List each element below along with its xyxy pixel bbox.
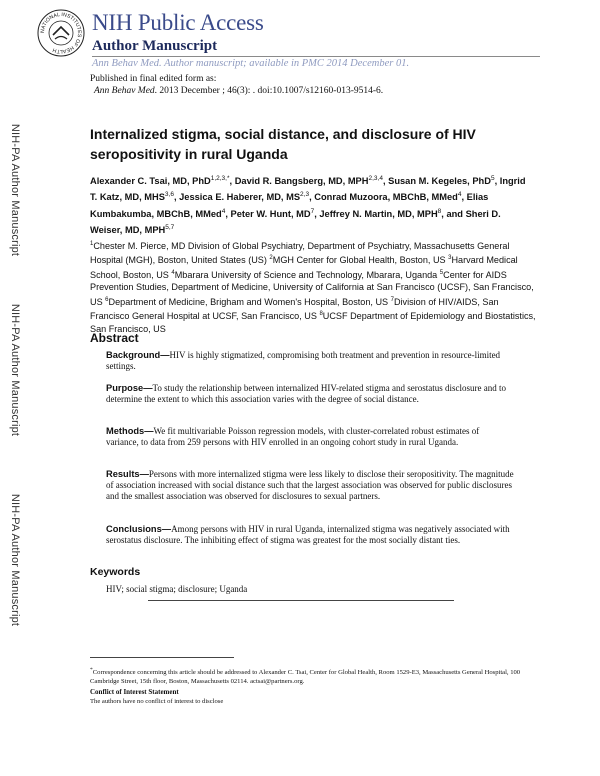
author-name: Ingrid T. Katz, MD, MHS: [90, 176, 526, 203]
keywords-text: HIV; social stigma; disclosure; Uganda: [106, 584, 248, 594]
author-name: David R. Bangsberg, MD, MPH: [234, 176, 369, 187]
author-separator: ,: [494, 176, 500, 187]
sidebar-label-top: NIH-PA Author Manuscript: [9, 123, 21, 257]
author-name: Conrad Muzoora, MBChB, MMed: [314, 192, 458, 203]
footnote-divider: [90, 657, 234, 658]
affiliation-number: 5: [439, 269, 444, 276]
keywords-heading: Keywords: [90, 566, 141, 578]
author-name: Sheri D. Weiser, MD, MPH: [90, 208, 501, 235]
published-line: Published in final edited form as:: [90, 74, 217, 84]
svg-text:NATIONAL INSTITUTES OF HEALTH: [40, 12, 82, 54]
abstract-conclusions: [106, 524, 514, 546]
author-separator: , and: [441, 208, 466, 219]
author-affiliation-mark: 2,3,4: [368, 175, 383, 182]
author-separator: ,: [225, 208, 231, 219]
conclusions-text: Among persons with HIV in rural Uganda, internalized stigma was negatively associated with serostatus disclosure. The inhibiting effect of stigma was greatest for the most socially distant ties.: [106, 524, 510, 546]
affiliation-text: Department of Medicine, Brigham and Women's Hospital, Boston, US: [108, 296, 391, 307]
background-label: Background—: [106, 350, 170, 360]
author-separator: ,: [229, 176, 235, 187]
author-name: Alexander C. Tsai, MD, PhD: [90, 176, 211, 187]
affiliation-text: Division of HIV/AIDS, San Francisco General Hospital at UCSF, San Francisco, US: [90, 296, 499, 322]
sidebar-label-middle: NIH-PA Author Manuscript: [9, 303, 21, 437]
results-label: Results—: [106, 469, 149, 479]
journal-name: Ann Behav Med: [94, 86, 155, 96]
sidebar-label-bottom: NIH-PA Author Manuscript: [9, 493, 21, 627]
header-title: NIH Public Access: [92, 10, 264, 35]
background-text: HIV is highly stigmatized, compromising both treatment and prevention in resource-limited settings.: [106, 350, 501, 372]
affiliation-number: 6: [105, 296, 109, 303]
affiliation-text: Center for AIDS Prevention Studies, Department of Medicine, University of California at San Francisco (UCSF), San Francisco, US: [90, 269, 534, 307]
keywords-divider: [148, 600, 454, 601]
logo-ring-text: NATIONAL INSTITUTES OF HEALTH: [39, 11, 83, 55]
author-separator: ,: [382, 176, 389, 187]
author-separator: ,: [173, 192, 180, 203]
author-affiliation-mark: 8: [437, 207, 442, 215]
correspondence-mark: *: [90, 667, 93, 673]
affiliation-number: 1: [90, 241, 94, 247]
affiliation-number: 2: [269, 255, 273, 262]
author-name: Peter W. Hunt, MD: [230, 208, 311, 219]
article-title: Internalized stigma, social distance, and disclosure of HIV seropositivity in rural Uganda: [90, 126, 476, 162]
author-list: [90, 172, 530, 237]
author-affiliation-mark: 2,3: [300, 191, 310, 199]
abstract-results: [106, 469, 514, 503]
results-text: Persons with more internalized stigma were less likely to disclose their seropositivity. The magnitude of association increased with social distance such that the largest association was observed for public disclosures and the smallest association was observed for disclosures to sexual partners.: [106, 469, 514, 502]
abstract-purpose: [106, 383, 514, 405]
coi-text: The authors have no conflict of interest to disclose: [90, 698, 224, 705]
nih-seal-logo: [36, 8, 86, 58]
conclusions-label: Conclusions—: [106, 524, 172, 534]
correspondence-footnote: [90, 666, 530, 686]
header-availability: Ann Behav Med. Author manuscript; available in PMC 2014 December 01.: [92, 58, 410, 69]
coi-heading: Conflict of Interest Statement: [90, 688, 179, 696]
author-separator: ,: [309, 192, 315, 203]
author-name: Jeffrey N. Martin, MD, MPH: [319, 208, 438, 219]
purpose-text: To study the relationship between internalized HIV-related stigma and serostatus disclosure and to determine the extent to which this association varies with the degree of social distance.: [106, 383, 506, 405]
author-name: Elias Kumbakumba, MBChB, MMed: [90, 192, 489, 219]
affiliation-text: Mbarara University of Science and Technology, Mbarara, Uganda: [174, 269, 440, 280]
affiliation-number: 7: [390, 296, 394, 303]
abstract-methods: [106, 426, 514, 448]
abstract-heading: Abstract: [90, 331, 139, 345]
author-affiliation-mark: 3,6: [164, 191, 174, 199]
author-name: Susan M. Kegeles, PhD: [388, 176, 491, 187]
author-separator: ,: [314, 208, 320, 219]
author-affiliation-mark: 7: [310, 207, 315, 215]
affiliation-text: UCSF Department of Epidemiology and Biostatistics, San Francisco, US: [90, 311, 536, 334]
abstract-background: [106, 350, 514, 372]
purpose-label: Purpose—: [106, 383, 153, 393]
affiliations: [90, 238, 540, 335]
author-affiliation-mark: 1,2,3,*: [210, 175, 230, 182]
citation-details: . 2013 December ; 46(3): . doi:10.1007/s12160-013-9514-6.: [154, 86, 384, 96]
affiliation-text: Chester M. Pierce, MD Division of Global Psychiatry, Department of Psychiatry, Massachusetts General Hospital (MGH), Boston, United States (US): [90, 241, 510, 266]
methods-label: Methods—: [106, 426, 154, 436]
citation-line: [94, 86, 383, 96]
affiliation-number: 8: [319, 311, 323, 318]
author-affiliation-mark: 5,7: [165, 223, 175, 231]
methods-text: We fit multivariable Poisson regression models, with cluster-correlated robust estimates of variance, to data from 259 persons with HIV enrolled in an ongoing cohort study in rural Uganda.: [106, 426, 480, 448]
affiliation-text: MGH Center for Global Health, Boston, US: [272, 255, 449, 266]
header-subtitle: Author Manuscript: [92, 38, 218, 54]
author-separator: ,: [461, 192, 467, 203]
author-affiliation-mark: 5: [490, 175, 495, 182]
author-affiliation-mark: 4: [457, 191, 462, 199]
affiliation-number: 3: [448, 255, 452, 262]
affiliation-number: 4: [171, 269, 175, 276]
correspondence-text: Correspondence concerning this article should be addressed to Alexander C. Tsai, Center for Global Health, Room 1529-E3, Massachusetts General Hospital, 100 Cambridge Street, 15th floor, Boston, Massachusetts 02114. actsai@partners.org.: [90, 669, 521, 685]
author-affiliation-mark: 4: [221, 207, 226, 215]
author-name: Jessica E. Haberer, MD, MS: [179, 192, 301, 203]
header-rule: [92, 56, 540, 57]
affiliation-text: Harvard Medical School, Boston, US: [90, 255, 518, 280]
